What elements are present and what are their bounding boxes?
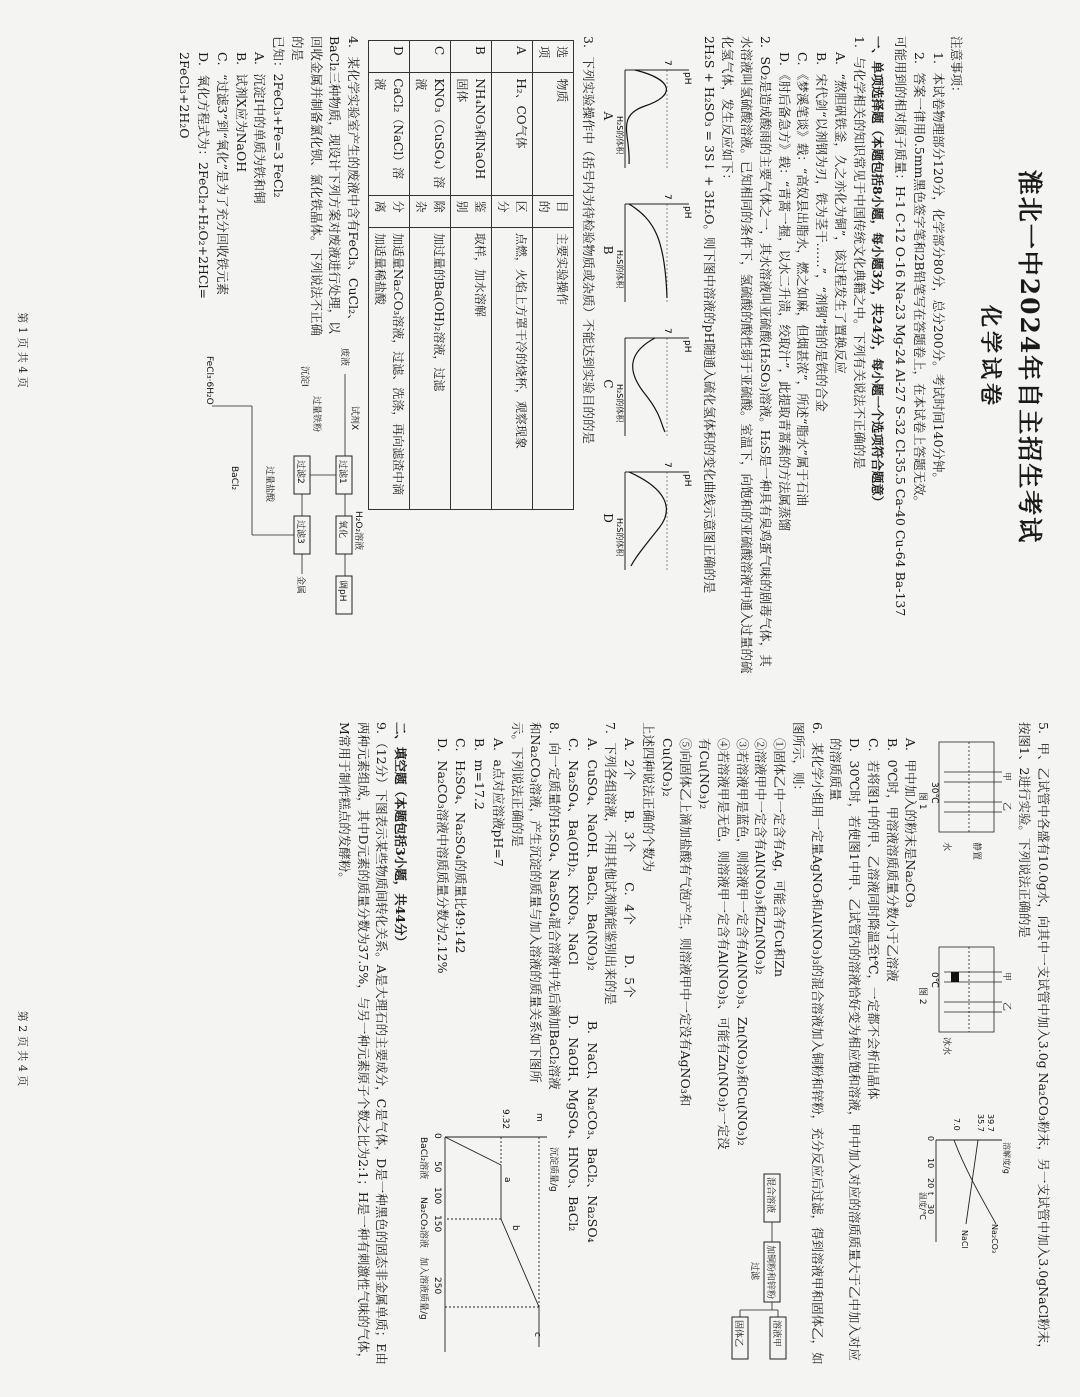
q4-option-a: A．沉淀I中的单质为铁和铜	[252, 52, 268, 204]
q8-top-label: 沉淀质量/g	[548, 1147, 559, 1192]
q5-curve-na2co3: Na₂CO₃	[990, 1224, 1000, 1254]
q5-sol-tick-2: 35.7	[976, 1114, 986, 1132]
q5-water: 水	[941, 842, 952, 852]
q5-ice: 冰水	[941, 1037, 952, 1056]
q2-graphs	[599, 56, 695, 678]
q6-block	[657, 722, 788, 1367]
q2-graph-c-svg	[617, 324, 695, 444]
q6-stem: 6．某化学小组用一定量AgNO₃和Al(NO₃)₃的混合溶液加入铜粉和锌粉，充分反应后过滤，得到溶液甲和固体乙，如图所示，则：	[791, 722, 825, 1365]
q6-question: 上述四种说法正确的个数为	[641, 722, 656, 873]
q5-temp-tick-3: 20	[926, 1178, 936, 1189]
q6-option-a: A．2个	[622, 738, 638, 780]
q3-stem: 3．下列实验操作中（括号内为待检验物质或杂质）不能达到实验目的的是	[581, 36, 596, 444]
q6-options	[620, 722, 639, 1367]
notice-1: 1．本试卷物理部分120分，化学部分80分，总分200分。考试时间140分钟。	[930, 52, 946, 485]
q3-cell: 点燃，火焰上方罩干冷的烧杯，观察现象	[492, 227, 533, 509]
flow-ppt1: 沉淀I	[299, 366, 310, 387]
flow-filter2: 过滤2	[295, 460, 306, 484]
q4-option-c: C．“过滤3”到“氧化”是为了充分回收铁元素	[215, 52, 230, 296]
q6-items	[657, 722, 788, 1162]
q5-stand: 静置	[971, 842, 982, 861]
q5-temp-tick-4: t	[926, 1192, 936, 1196]
flow-filter3: 过滤3	[295, 520, 306, 544]
q5-figure-2	[917, 932, 1015, 1082]
q2-graph-a-svg	[617, 56, 695, 176]
notice-heading: 注意事项：	[949, 36, 965, 99]
q2-c-xlabel: H₂S的体积	[615, 384, 624, 423]
notice-2: 2．答案一律用0.5mm黑色签字笔和2B铅笔写在答题卷上，在本试卷上答题无效。	[912, 52, 927, 509]
table-row	[451, 41, 492, 510]
q6-item-3: ③若溶液甲是蓝色，则溶液甲一定含有Al(NO₃)₃、Zn(NO₃)₂和Cu(NO₃)₂	[734, 738, 750, 1146]
q2-b-tick7: 7	[662, 194, 672, 200]
q5-sol-tick-1: 39.7	[986, 1114, 996, 1132]
q2-c-tick7: 7	[662, 328, 672, 334]
q2-equation: 2H₂S + H₂SO₃ = 3S↓ + 3H₂O。则下图中溶液的pH随通入硫化氢体积的变化曲线示意图正确的是	[701, 36, 717, 594]
q6-option-d: D．5个	[622, 954, 638, 998]
flow-filter1: 过滤1	[337, 460, 348, 484]
section-1-heading: 一、单项选择题（本题包括8小题，每小题3分，共24分，每小题一个选项符合题意）	[870, 36, 886, 509]
q5-option-b: B．0℃时，甲溶液溶质质量分数小于乙溶液	[884, 738, 900, 982]
q3-cell: C	[410, 41, 451, 73]
q5-figure-1	[917, 722, 1015, 902]
q3-cell: B	[451, 41, 492, 73]
flow-bacl2: BaCl₂	[229, 466, 240, 491]
table-row	[492, 41, 533, 510]
q2-stem: 2．SO₂是造成酸雨的主要气体之一，其水溶液叫亚硫酸(H₂SO₃)溶液。H₂S是一种具有臭鸡蛋气味的剧毒气体，其水溶液叫氢硫酸溶液。已知相同的条件下，氢硫酸的酸性弱于亚硫酸。室温下，向饱和的亚硫酸溶液中通入过量的硫化氢气体，发生反应如下：	[720, 36, 773, 674]
q3-h-operation: 主要实验操作	[533, 227, 574, 509]
q8-x-tick-100: 100	[432, 1187, 443, 1205]
q8-point-c: c	[532, 1332, 543, 1337]
q5-option-c: C．若将图1中的甲、乙溶液同时降温至t℃，一定都不会析出晶体	[866, 738, 881, 1100]
q3-cell: 加适量Na₂CO₃溶液，过滤、洗涤，再向滤渣中滴加适量稀盐酸	[369, 227, 410, 509]
q8-text	[413, 722, 563, 1097]
page-2	[0, 700, 1080, 1397]
q5-temp-tick-2: 10	[926, 1158, 936, 1169]
q8-option-d: D．Na₂CO₃溶液中溶质质量分数为2.12%	[434, 738, 450, 974]
q5-solubility-graph	[920, 1112, 1015, 1282]
q8-graph	[413, 1107, 563, 1367]
q1-option-d: D．《肘后备急方》载：“青蒿一握，以水二升渍，绞取汁”，此提取青蒿素的方法属蒸馏	[776, 52, 792, 532]
q2-b-xlabel: H₂S的体积	[615, 250, 624, 289]
q8-option-b: B．m=17.2	[472, 738, 488, 810]
flow-h2o2: H₂O₂溶液	[353, 511, 364, 551]
flow-acid: 过量盐酸	[264, 466, 275, 503]
q2-d-xlabel: H₂S的体积	[615, 518, 624, 557]
q8-x-tick-150: 150	[432, 1215, 443, 1233]
table-row	[410, 41, 451, 510]
q7-stem: 7．下列各组溶液，不用其他试剂就能鉴别出来的是	[603, 722, 619, 1005]
flow-adjust: 调pH	[337, 580, 348, 602]
q5-temp-axis: 温度/℃	[918, 1192, 928, 1220]
flow-reagent-x: 试剂X	[349, 406, 360, 431]
q6-flow-sol: 溶液甲	[771, 1320, 782, 1348]
q2-d-ylabel: pH	[682, 474, 692, 487]
q6-flow-add: 加铜粉和锌粉	[765, 1245, 776, 1300]
exam-subtitle: 化学试卷	[977, 304, 1004, 409]
q7-option-b: B．NaCl、Na₂CO₃、BaCl₂、Na₂SO₄	[584, 1020, 600, 1243]
q2-a-ylabel: pH	[682, 72, 692, 85]
q3-cell: 取样，加水溶解	[451, 227, 492, 509]
q6-option-b: B．3个	[622, 809, 638, 853]
q5-temp-tick-1: 0	[926, 1136, 936, 1142]
q3-cell: 分离	[369, 195, 410, 227]
q5-figures	[917, 722, 1015, 1367]
q1-option-a: A．“熬胆矾铁釜，久之亦化为铜”，该过程发生了置换反应	[833, 52, 848, 374]
q6-item-4: ④若溶液甲是无色，则溶液甲一定含有Al(NO₃)₃、可能有Zn(NO₃)₂一定没有Cu(NO₃)₂	[697, 738, 731, 1150]
q2-graph-b-label: B	[601, 245, 615, 255]
q7-option-d: D．NaOH、MgSO₄、HNO₃、BaCl₂	[566, 1014, 581, 1232]
q9-stem: 9．（12分）下图表示某些物质间转化关系。A是大理石的主要成分，C是气体，D是一种黑色的固态非金属单质；E由两种元素组成，其中D元素的质量分数为37.5%，与另一种元素原子个数之比为2:1；H是一种有刺激性气味的气体，M常用于制作糕点的发酵粉。	[337, 722, 390, 1366]
q2-graph-a-label: A	[601, 111, 615, 121]
q6-item-5: ⑤向固体乙上滴加盐酸有气泡产生，则溶液甲中一定没有AgNO₃和Cu(NO₃)₂	[659, 738, 694, 1107]
q1-option-c: C．《梦溪笔谈》载：“高奴县出脂水，燃之如麻，但烟甚浓”，所述“脂水”属于石油	[795, 52, 811, 506]
q8-x-tick-250: 250	[432, 1277, 443, 1295]
q3-table-header	[533, 41, 574, 510]
q4-flowchart	[192, 346, 362, 646]
q6-option-c: C．4个	[622, 882, 638, 925]
q3-cell: NH₄NO₃和NaOH固体	[451, 73, 492, 195]
q2-c-ylabel: pH	[682, 340, 692, 353]
flow-product: FeCl₃·6H₂O	[204, 356, 215, 405]
q3-cell: A	[492, 41, 533, 73]
table-row	[369, 41, 410, 510]
q5-fig1-yi: 乙	[1001, 802, 1012, 812]
q2-b-ylabel: pH	[682, 206, 692, 219]
q8-y-tick-932: 9.32	[500, 1109, 511, 1130]
exam-title: 淮北一中2024年自主招生考试	[1015, 169, 1044, 545]
q5-temp-tick-5: 30	[926, 1204, 936, 1215]
q8-x-axis: 加入溶液质量/g	[418, 1257, 429, 1320]
q3-table	[368, 40, 574, 510]
q8-block	[413, 722, 563, 1367]
atomic-masses: 可能用到的相对原子质量：H-1 C-12 O-16 Na-23 Mg-24 Al-27 S-32 Cl-35.5 Ca-40 Cu-64 Ba-137	[893, 36, 909, 617]
q8-point-a: a	[502, 1177, 513, 1183]
q5-fig2-yi: 乙	[1001, 1002, 1012, 1012]
q3-cell: D	[369, 41, 410, 73]
q8-left-label: BaCl₂溶液	[418, 1137, 429, 1180]
q8-right-label: Na₂CO₃溶液	[418, 1197, 429, 1248]
q6-flow-mix: 混合溶液	[765, 1177, 776, 1214]
q7-option-a: A．CuSO₄、NaOH、BaCl₂、Ba(NO₃)₂	[584, 738, 600, 971]
q8-option-c: C．H₂SO₄、Na₂SO₄的质量比49:142	[453, 738, 469, 954]
q5-option-a: A．甲中加入的粉末是Na₂CO₃	[903, 738, 919, 908]
flow-metal: 金属	[295, 576, 306, 595]
q6-flow-filter: 过滤	[749, 1262, 760, 1281]
q8-y-tick-m: m	[534, 1113, 545, 1122]
q3-cell: 区分	[492, 195, 533, 227]
q2-graph-d-label: D	[601, 513, 615, 523]
q5-option-d: D．30℃时，若使图1中甲、乙试管内的溶液恰好变为相应饱和溶液，甲中加入对应的溶质质量大于乙中加入对应的溶质质量	[828, 738, 863, 1361]
q8-point-b: b	[510, 1225, 521, 1231]
q2-graph-b-svg	[617, 190, 695, 310]
q5-sol-axis: 溶解度/g	[1002, 1142, 1012, 1174]
q2-graph-b	[599, 190, 695, 310]
q5-temp2: 0℃	[929, 972, 940, 988]
q3-h-substance: 物质	[533, 73, 574, 195]
q5-fig2-jia: 甲	[1001, 972, 1012, 982]
q5-fig1-label: 图 1	[917, 792, 928, 810]
q4-text	[175, 36, 363, 336]
q5-temp1: 30℃	[929, 782, 940, 804]
q7-options-row-2	[563, 722, 582, 1367]
q3-cell: 鉴别	[451, 195, 492, 227]
q2-graph-d-svg	[617, 458, 695, 578]
q3-cell: KNO₃（CuSO₄）溶液	[410, 73, 451, 195]
q6-item-2: ②溶液甲中一定含有Al(NO₃)₃和Zn(NO₃)₂	[753, 738, 769, 975]
section-2-heading: 二、填空题（本题包括3小题，共44分）	[393, 722, 409, 949]
q4-known: 已知：2FeCl₃+Fe=3 FeCl₂	[271, 36, 287, 198]
q3-cell: 加过量的Ba(OH)₂溶液，过滤	[410, 227, 451, 509]
flow-oxidize: 氧化	[337, 520, 348, 539]
page-2-footer: 第 2 页 共 4 页	[16, 1010, 30, 1087]
page-1-footer: 第 1 页 共 4 页	[16, 312, 30, 388]
q1-option-b: B．宋代剑“以剂钢为刃，铁为茎干……”，“剂钢”指的是铁的合金	[814, 52, 830, 412]
q3-h-purpose: 目的	[533, 195, 574, 227]
q3-h-option: 选项	[533, 41, 574, 73]
q6-item-1: ①固体乙中一定含有Ag，可能含有Cu和Zn	[772, 738, 788, 977]
q6-flowchart	[718, 1172, 788, 1362]
q2-graph-c-label: C	[601, 379, 615, 389]
q4-stem: 4．某化学实验室产生的废液中含有FeCl₃、CuCl₂、BaCl₂三种物质，现设计下列方案对废液进行处理，以回收金属并制备氯化钡、氯化铁晶体。下列说法不正确的是	[290, 36, 362, 337]
q3-cell: 除杂	[410, 195, 451, 227]
q8-option-a: A．a点对应溶液pH=7	[491, 738, 506, 867]
q2-graph-a	[599, 56, 695, 176]
q5-fig2-label: 图 2	[917, 987, 928, 1005]
q4-option-b: B．试剂X应为NaOH	[233, 52, 249, 173]
flow-excess: 过量铁粉	[311, 396, 322, 433]
q6-flow-solid: 固体乙	[733, 1320, 744, 1348]
q5-sol-tick-3: 7.0	[952, 1118, 962, 1131]
q2-a-xlabel: H₂S的体积	[615, 116, 624, 155]
q5-curve-nacl: NaCl	[960, 1230, 970, 1249]
q5-stem: 5．甲、乙试管中各盛有10.0g水，向其中一支试管中加入3.0g Na₂CO₃粉末，另一支试管中加入3.0gNaCl粉末，按图1、2进行实验。下列说法正确的是	[1017, 722, 1051, 1356]
q4-block	[175, 36, 363, 678]
q8-x-tick-0: 0	[432, 1133, 443, 1139]
q2-graph-d	[599, 458, 695, 578]
q7-options-row-1	[582, 722, 601, 1367]
q7-option-c: C．Na₂SO₄、Ba(OH)₂、KNO₃、NaCl	[566, 738, 581, 965]
q2-graph-c	[599, 324, 695, 444]
q3-cell: H₂、CO气体	[492, 73, 533, 195]
q2-a-tick7: 7	[662, 60, 672, 66]
q3-cell: CaCl₂（NaCl）溶液	[369, 73, 410, 195]
q4-option-d: D．氧化方程式为：2FeCl₂+H₂O₂+2HCl= 2FeCl₃+2H₂O	[177, 52, 212, 299]
q8-stem: 8．向一定质量的H₂SO₄、Na₂SO₄混合溶液中先后滴加BaCl₂溶液和Na₂CO₃溶液，产生沉淀的质量与加入溶液的质量关系如下图所示。下列说法正确的是	[509, 722, 563, 1090]
q8-x-tick-50: 50	[432, 1161, 443, 1173]
q1-stem: 1．与化学相关的知识常见于中国传统文化典籍之中。下列有关说法不正确的是	[851, 36, 867, 469]
flow-waste: 废液	[339, 348, 350, 367]
q2-d-tick7: 7	[662, 462, 672, 468]
q5-fig1-jia: 甲	[1001, 772, 1012, 782]
